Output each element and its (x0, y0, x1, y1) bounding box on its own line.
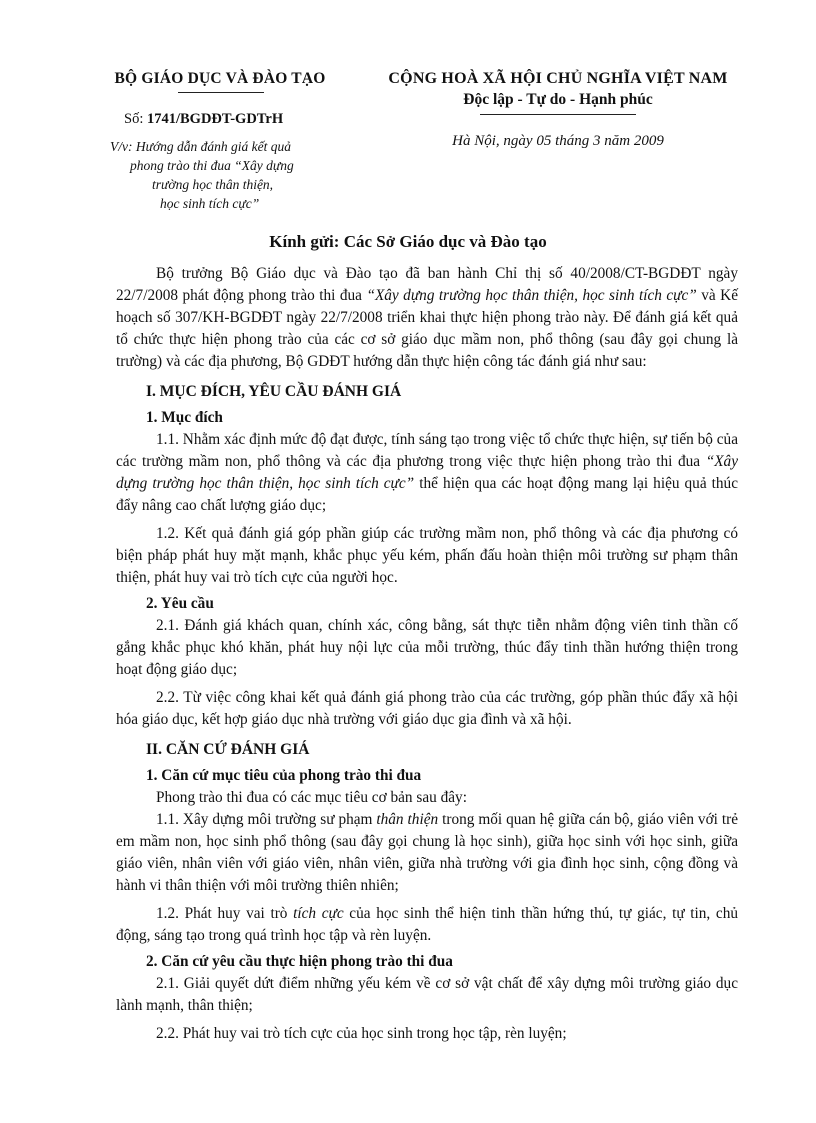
section-2-sub-1-heading: 1. Căn cứ mục tiêu của phong trào thi đua (146, 767, 422, 784)
section-2-sub-2-heading: 2. Căn cứ yêu cầu thực hiện phong trào thi đua (146, 953, 453, 970)
campaign-name: “Xây dựng trường học thân thiện, học sinh tích cực” (116, 453, 738, 492)
document-body (116, 263, 738, 1045)
document-number-value: 1741/BGDĐT-GDTrH (146, 111, 284, 127)
intro-text-1: Bộ trưởng Bộ Giáo dục và Đào tạo đã ban hành Chỉ thị số 40/2008/CT-BGDĐT ngày 22/7/2008 phát động phong trào thi đua (116, 265, 738, 304)
document-number (110, 111, 350, 128)
section-2-heading: II. CĂN CỨ ĐÁNH GIÁ (146, 741, 310, 758)
subject-line: V/v: Hướng dẫn đánh giá kết quả (110, 139, 292, 154)
para-text: thể hiện qua các hoạt động mang lại hiệu quả thúc đẩy nâng cao chất lượng giáo dục; (116, 475, 738, 514)
para-text: trong mối quan hệ giữa cán bộ, giáo viên với trẻ em mầm non, học sinh phổ thông (sau đây gọi chung là học sinh), giữa học sinh với học sinh, giữa giáo viên, nhân viên với giáo viên, nhân viên, giữa nhà trường với gia đình học sinh, cộng đồng và hành vi thân thiện với môi trường thiên nhiên; (116, 811, 739, 894)
national-header (378, 70, 738, 150)
national-motto: Độc lập - Tự do - Hạnh phúc (463, 91, 653, 108)
intro-text-2: và Kế hoạch số 307/KH-BGDĐT ngày 22/7/2008 triển khai thực hiện phong trào này. Để đánh giá kết quả tổ chức thực hiện phong trào của các cơ sở giáo dục mầm non, phổ thông (sau đây gọi chung là trường) và các địa phương, Bộ GDĐT hướng dẫn thực hiện công tác đánh giá như sau: (116, 287, 738, 370)
section-1-para-1-2: 1.2. Kết quả đánh giá góp phần giúp các trường mầm non, phổ thông và các địa phương có biện pháp phát huy mặt mạnh, khắc phục yếu kém, phấn đấu hoàn thiện môi trường sư phạm thân thiện, phát huy vai trò tích cực của người học. (116, 525, 738, 586)
para-text: 1.1. Xây dựng môi trường sư phạm (156, 811, 377, 828)
emphasis-active: tích cực (293, 905, 344, 922)
issuer-block (110, 70, 350, 213)
emphasis-friendly: thân thiện (376, 811, 439, 828)
section-2-intro: Phong trào thi đua có các mục tiêu cơ bản sau đây: (156, 789, 467, 806)
section-1-sub-2-heading: 2. Yêu cầu (146, 595, 214, 612)
intro-paragraph (116, 263, 738, 373)
motto-underline (480, 114, 636, 115)
date-line: Hà Nội, ngày 05 tháng 3 năm 2009 (452, 133, 664, 149)
section-2-para-2-2: 2.2. Phát huy vai trò tích cực của học sinh trong học tập, rèn luyện; (156, 1025, 567, 1042)
issuing-organization: BỘ GIÁO DỤC VÀ ĐÀO TẠO (114, 70, 326, 87)
para-text: 1.1. Nhằm xác định mức độ đạt được, tính sáng tạo trong việc tổ chức thực hiện, sự tiến bộ của các trường mầm non, phổ thông và các địa phương trong việc thực hiện phong trào thi đua (116, 431, 738, 470)
section-2-para-2-1: 2.1. Giải quyết dứt điểm những yếu kém về cơ sở vật chất để xây dựng môi trường giáo dục lành mạnh, thân thiện; (116, 975, 738, 1014)
recipient-line: Kính gửi: Các Sở Giáo dục và Đào tạo (269, 232, 547, 251)
section-1-sub-1-heading: 1. Mục đích (146, 409, 223, 426)
section-2-para-1-2 (116, 903, 738, 947)
section-1-heading: I. MỤC ĐÍCH, YÊU CẦU ĐÁNH GIÁ (146, 383, 402, 400)
subject-line: phong trào thi đua “Xây dựng (130, 158, 294, 173)
para-text: 1.2. Phát huy vai trò (156, 905, 294, 922)
subject-block (110, 137, 350, 213)
section-1-para-2-2: 2.2. Từ việc công khai kết quả đánh giá phong trào của các trường, góp phần thúc đẩy xã hội hóa giáo dục, kết hợp giáo dục nhà trường với giáo dục gia đình và xã hội. (116, 689, 738, 728)
section-1-para-1-1 (116, 429, 738, 517)
organization-underline (178, 92, 264, 93)
document-number-prefix: Số: (124, 111, 147, 127)
section-1-para-2-1: 2.1. Đánh giá khách quan, chính xác, công bằng, sát thực tiễn nhằm động viên tinh thần cố gắng khắc phục khó khăn, phát huy nội lực của mỗi trường, thúc đẩy tinh thần hướng thiện trong hoạt động giáo dục; (116, 617, 738, 678)
para-text: của học sinh thể hiện tinh thần hứng thú, tự giác, tự tin, chủ động, sáng tạo trong quá trình học tập và rèn luyện. (116, 905, 739, 944)
national-title: CỘNG HOÀ XÃ HỘI CHỦ NGHĨA VIỆT NAM (388, 70, 728, 87)
subject-line: học sinh tích cực” (160, 196, 260, 211)
intro-campaign-name: “Xây dựng trường học thân thiện, học sinh tích cực” (366, 287, 697, 304)
section-2-para-1-1 (116, 809, 738, 897)
subject-line: trường học thân thiện, (152, 177, 274, 192)
